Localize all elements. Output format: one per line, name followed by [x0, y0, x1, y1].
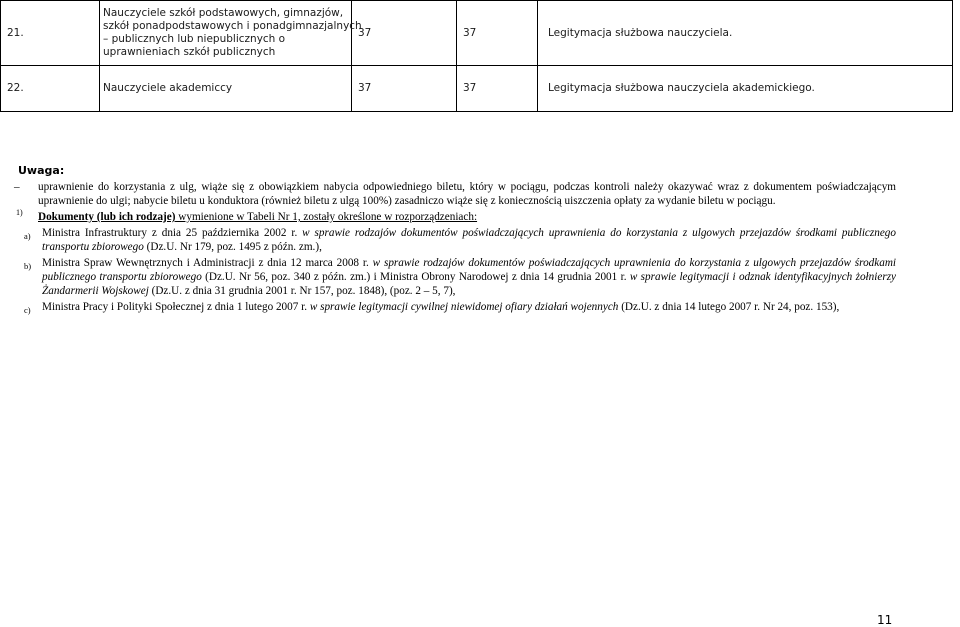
item-text: Ministra Spraw Wewnętrznych i Administracji z dnia 12 marca 2008 r. — [42, 257, 373, 269]
category-line: Nauczyciele szkół podstawowych, gimnazjów, — [103, 7, 344, 19]
list-item — [16, 256, 896, 298]
dash-marker: – — [14, 181, 20, 193]
footnote-text: wymienione w Tabeli Nr 1, zostały określone w rozporządzeniach: — [175, 211, 478, 223]
category-line: szkół ponadpodstawowych i ponadgimnazjalnych — [103, 20, 362, 32]
row-document: Legitymacja służbowa nauczyciela akademickiego. — [538, 66, 953, 112]
category-line: Nauczyciele akademiccy — [103, 82, 233, 94]
row-value-a: 37 — [352, 1, 457, 66]
ulgi-table-fragment — [0, 0, 960, 112]
item-italic-text: w sprawie legitymacji i odznak identyfikacyjnych żołnierzy Żandarmerii Wojskowej — [42, 271, 897, 297]
item-text: (Dz.U. z dnia 31 grudnia 2001 r. Nr 157, poz. 1848), (poz. 2 – 5, 7), — [148, 285, 456, 297]
item-italic-text: w sprawie rodzajów dokumentów poświadczających uprawnienia do korzystania z ulgowych przejazdów środkami publicznego transportu zbiorowego — [42, 227, 896, 253]
table-row — [1, 66, 953, 112]
item-italic-text: w sprawie rodzajów dokumentów poświadczających uprawnienia do korzystania z ulgowych przejazdów środkami publicznego transportu zbiorowego — [42, 257, 897, 283]
footnote-marker: 1) — [16, 208, 23, 217]
list-letter: a) — [24, 231, 31, 241]
item-text: (Dz.U. Nr 56, poz. 340 z późn. zm.) i Ministra Obrony Narodowej z dnia 14 grudnia 2001 r. — [201, 271, 630, 283]
item-text: (Dz.U. Nr 179, poz. 1495 z późn. zm.), — [143, 241, 322, 253]
list-letter: b) — [24, 261, 32, 271]
list-item — [16, 300, 896, 314]
row-value-b: 37 — [457, 66, 538, 112]
row-category — [100, 1, 362, 66]
ulgi-table — [0, 0, 953, 112]
footnote-bold-text: Dokumenty (lub ich rodzaje) — [38, 211, 176, 223]
row-number: 21. — [1, 1, 100, 66]
list-letter: c) — [24, 305, 31, 315]
row-value-a: 37 — [352, 66, 457, 112]
row-category — [100, 66, 352, 112]
footnote — [16, 210, 896, 224]
item-text: Ministra Pracy i Polityki Społecznej z dnia 1 lutego 2007 r. — [42, 301, 310, 313]
row-number: 22. — [1, 66, 100, 112]
table-row — [1, 1, 953, 66]
row-document: Legitymacja służbowa nauczyciela. — [538, 1, 953, 66]
item-text: (Dz.U. z dnia 14 lutego 2007 r. Nr 24, poz. 153), — [618, 301, 840, 313]
list-item — [16, 226, 896, 254]
category-line: uprawnieniach szkół publicznych — [103, 46, 276, 58]
note-text: uprawnienie do korzystania z ulg, wiąże się z obowiązkiem nabycia odpowiedniego biletu, który w pociągu, podczas kontroli należy okazywać wraz z dokumentem poświadczającym uprawnienie do ulgi; nabycie biletu u konduktora (również biletu z ulgą 100%) zasadniczo wiąże się z koniecznością uiszczenia opłaty za wydanie biletu w pociągu. — [38, 181, 896, 207]
row-value-b: 37 — [457, 1, 538, 66]
item-text: Ministra Infrastruktury z dnia 25 października 2002 r. — [42, 227, 303, 239]
category-line: – publicznych lub niepublicznych o — [103, 33, 286, 45]
note-dash-item — [16, 180, 896, 208]
item-italic-text: w sprawie legitymacji cywilnej niewidomej ofiary działań wojennych — [309, 301, 619, 313]
page-number: 11 — [877, 613, 893, 627]
notes-heading: Uwaga: — [18, 164, 65, 177]
notes-section — [16, 164, 896, 314]
